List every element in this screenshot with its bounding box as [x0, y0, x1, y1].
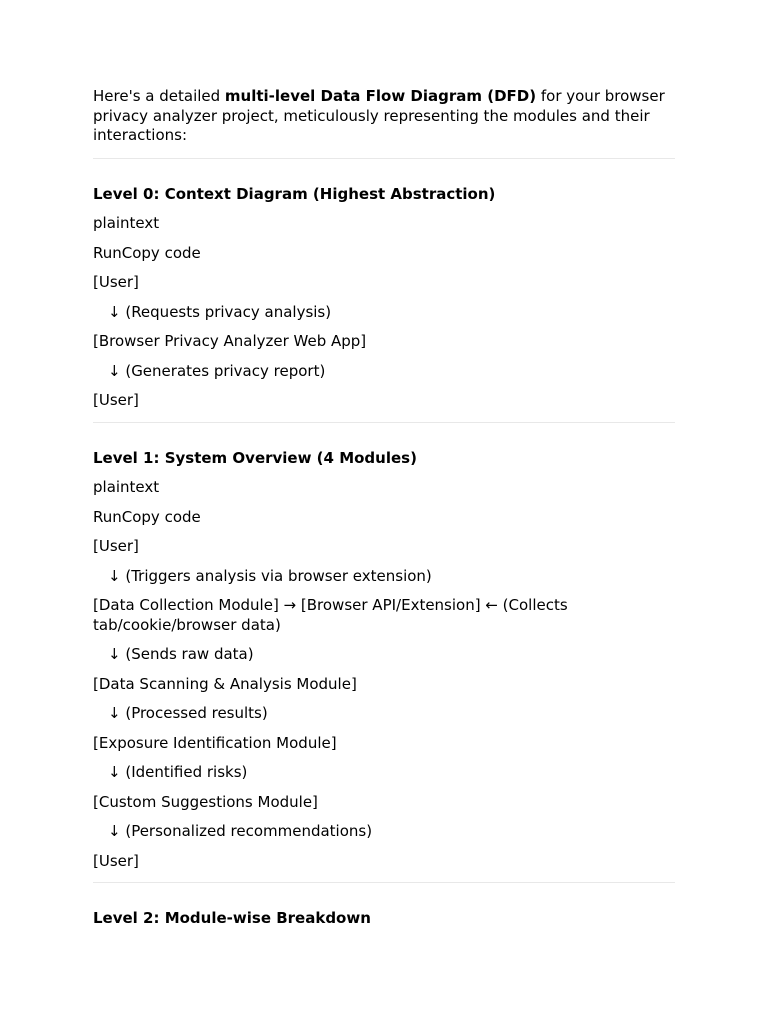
text-line: [User]: [93, 273, 139, 291]
text-line: [Data Collection Module] → [Browser API/Extension] ← (Collects tab/cookie/browser data): [93, 596, 568, 634]
text-line: [Custom Suggestions Module]: [93, 792, 318, 811]
text-line: [User]: [93, 851, 139, 870]
intro-prefix: Here's a detailed: [93, 87, 225, 105]
section-heading: Level 0: Context Diagram (Highest Abstraction): [93, 184, 496, 203]
section-level-0: [93, 185, 675, 411]
text-line: RunCopy code: [93, 507, 201, 526]
text-line: [User]: [93, 391, 139, 409]
flow-arrow-line: ↓ (Sends raw data): [108, 645, 254, 663]
divider: [93, 158, 675, 159]
text-line: [Browser Privacy Analyzer Web App]: [93, 332, 367, 350]
section-heading: Level 2: Module-wise Breakdown: [93, 909, 371, 927]
section-level-2: [93, 909, 675, 929]
intro-bold-term: multi-level Data Flow Diagram (DFD): [224, 87, 537, 105]
text-line: [User]: [93, 537, 139, 555]
flow-arrow-line: ↓ (Identified risks): [108, 763, 248, 781]
divider: [93, 882, 675, 883]
section-level-1: [93, 449, 675, 872]
flow-arrow-line: ↓ (Processed results): [108, 704, 268, 722]
intro-paragraph: [93, 87, 675, 146]
intro-suffix: for your browser privacy analyzer project, meticulously representing the modules and their interactions:: [93, 87, 665, 144]
section-heading: Level 1: System Overview (4 Modules): [93, 448, 417, 467]
flow-arrow-line: ↓ (Generates privacy report): [108, 361, 326, 380]
text-line: [Data Scanning & Analysis Module]: [93, 674, 357, 693]
text-line: RunCopy code: [93, 243, 201, 262]
flow-arrow-line: ↓ (Requests privacy analysis): [108, 302, 332, 321]
divider: [93, 422, 675, 423]
flow-arrow-line: ↓ (Triggers analysis via browser extension): [108, 566, 432, 585]
text-line: [Exposure Identification Module]: [93, 733, 337, 752]
flow-arrow-line: ↓ (Personalized recommendations): [108, 822, 373, 840]
text-line: plaintext: [93, 478, 160, 496]
text-line: plaintext: [93, 214, 160, 232]
